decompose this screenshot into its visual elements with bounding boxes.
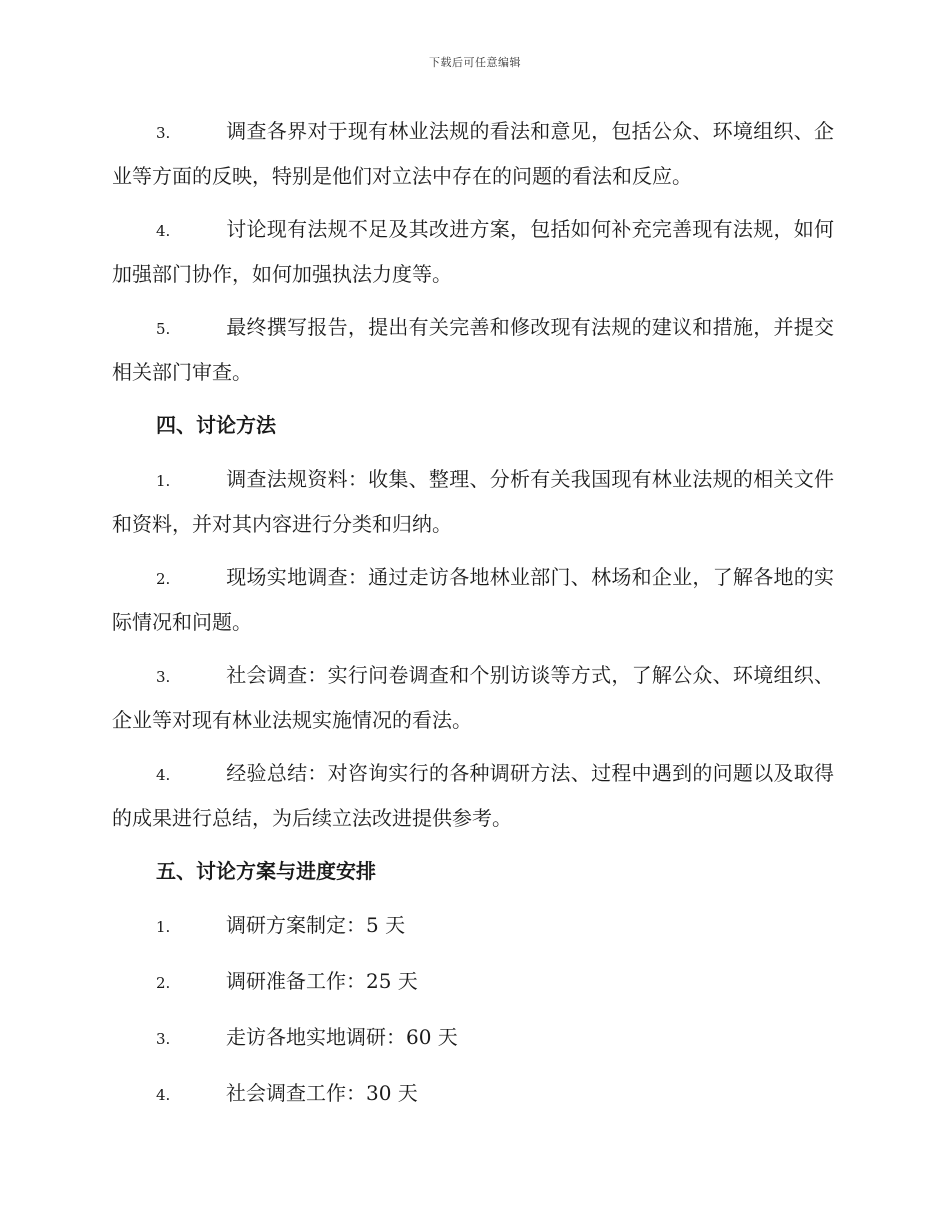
item-number: 4. (156, 1086, 171, 1104)
item-number: 2. (156, 974, 171, 992)
list-item (112, 110, 834, 198)
list-item (112, 1016, 834, 1061)
list-item (112, 654, 834, 742)
item-text: 经验总结：对咨询实行的各种调研方法、过程中遇到的问题以及取得的成果进行总结，为后续立法改进提供参考。 (112, 761, 834, 830)
item-text: 讨论现有法规不足及其改进方案，包括如何补充完善现有法规，如何加强部门协作，如何加强执法力度等。 (112, 217, 834, 286)
section-heading-methods: 四、讨论方法 (156, 413, 276, 437)
document-body (112, 110, 834, 1128)
item-text: 走访各地实地调研：60 天 (226, 1025, 458, 1049)
item-text: 社会调查工作：30 天 (226, 1081, 418, 1105)
item-number: 4. (156, 222, 171, 240)
list-item (112, 904, 834, 949)
list-item (112, 960, 834, 1005)
list-item (112, 458, 834, 546)
item-number: 5. (156, 320, 171, 338)
item-text: 社会调查：实行问卷调查和个别访谈等方式，了解公众、环境组织、企业等对现有林业法规实施情况的看法。 (112, 663, 834, 732)
item-number: 1. (156, 472, 171, 490)
item-text: 调研方案制定：5 天 (226, 913, 406, 937)
page-header: 下载后可任意编辑 (429, 56, 521, 69)
list-item (112, 306, 834, 394)
item-number: 3. (156, 668, 171, 686)
list-item (112, 208, 834, 296)
item-number: 2. (156, 570, 171, 588)
list-item (112, 556, 834, 644)
item-number: 4. (156, 766, 171, 784)
item-text: 调查法规资料：收集、整理、分析有关我国现有林业法规的相关文件和资料，并对其内容进行分类和归纳。 (112, 467, 834, 536)
section-heading-schedule: 五、讨论方案与进度安排 (156, 859, 376, 883)
item-text: 最终撰写报告，提出有关完善和修改现有法规的建议和措施，并提交相关部门审查。 (112, 315, 834, 384)
list-item (112, 752, 834, 840)
list-item (112, 1072, 834, 1117)
item-number: 3. (156, 124, 171, 142)
item-text: 调研准备工作：25 天 (226, 969, 418, 993)
item-text: 调查各界对于现有林业法规的看法和意见，包括公众、环境组织、企业等方面的反映，特别是他们对立法中存在的问题的看法和反应。 (112, 119, 834, 188)
item-text: 现场实地调查：通过走访各地林业部门、林场和企业，了解各地的实际情况和问题。 (112, 565, 834, 634)
item-number: 1. (156, 918, 171, 936)
item-number: 3. (156, 1030, 171, 1048)
